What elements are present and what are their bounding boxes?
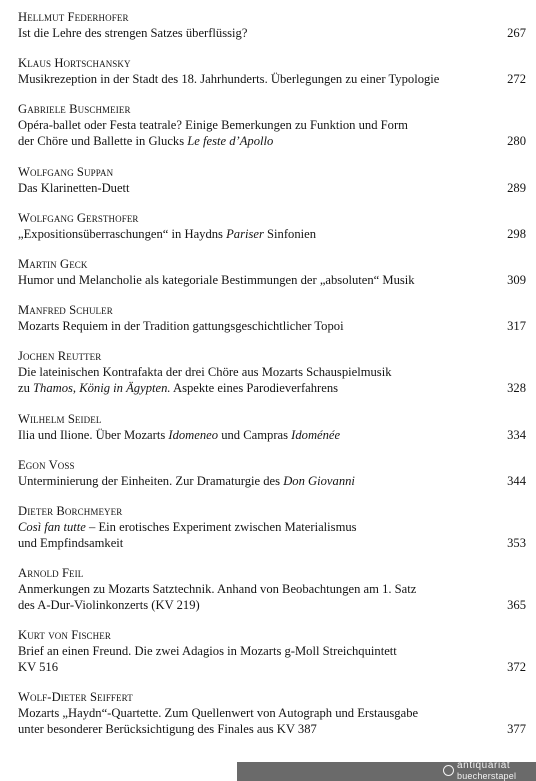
page-number: 334: [507, 427, 526, 442]
article-title-line: [18, 597, 526, 613]
toc-entry: [18, 503, 526, 551]
title-segment: Ist die Lehre des strengen Satzes überflüssig?: [18, 26, 248, 40]
article-title-line: [18, 117, 526, 133]
title-italic-segment: Idomeneo: [168, 427, 219, 442]
article-title-line: [18, 581, 526, 597]
title-segment: „Expositionsüberraschungen“ in Haydns: [18, 226, 227, 241]
article-title-line: [18, 659, 526, 675]
article-title-line: [18, 226, 526, 242]
title-segment: Die lateinischen Kontrafakta der drei Chöre aus Mozarts Schauspielmusik: [18, 365, 392, 380]
title-segment: Sinfonien: [263, 226, 317, 241]
title-segment: Musikrezeption in der Stadt des 18. Jahrhunderts. Überlegungen zu einer Typologie: [18, 72, 440, 87]
author-name: Manfred Schuler: [18, 303, 113, 318]
toc-entry: [18, 457, 526, 489]
toc-entry: [18, 55, 526, 87]
copyright-circle-icon: [443, 765, 454, 776]
author-name: Jochen Reutter: [18, 349, 102, 364]
page-number: 328: [507, 381, 526, 396]
toc-entry: [18, 411, 526, 443]
toc-entry: [18, 689, 526, 737]
author-name: Martin Geck: [18, 256, 88, 271]
title-segment: KV 516: [18, 660, 59, 675]
article-title-line: [18, 272, 526, 288]
title-segment: der Chöre und Ballette in Glucks: [18, 134, 188, 149]
page-number: 267: [507, 26, 526, 40]
article-title-line: [18, 25, 526, 41]
title-italic-segment: Idoménée: [291, 427, 341, 442]
author-name: Wolfgang Suppan: [18, 164, 114, 179]
page-number: 309: [507, 272, 526, 287]
title-segment: Aspekte eines Parodieverfahrens: [170, 381, 339, 396]
article-title-line: [18, 643, 526, 659]
article-title-line: [18, 364, 526, 380]
article-title-line: [18, 721, 526, 737]
author-name: Wolf-Dieter Seiffert: [18, 690, 133, 705]
article-title-line: [18, 133, 526, 149]
toc-entry: [18, 565, 526, 613]
title-segment: zu: [18, 381, 34, 396]
title-italic-segment: Thamos, König in Ägypten.: [33, 381, 171, 396]
page-number: 289: [507, 180, 526, 195]
watermark-line2: buecherstapel: [457, 771, 517, 781]
title-segment: Opéra-ballet oder Festa teatrale? Einige Bemerkungen zu Funktion und Form: [18, 118, 408, 133]
author-name: Klaus Hortschansky: [18, 56, 131, 71]
title-segment: Das Klarinetten-Duett: [18, 180, 130, 195]
page-number: 344: [507, 473, 526, 488]
page-number: 298: [507, 226, 526, 241]
author-name: Kurt von Fischer: [18, 628, 111, 643]
page-number: 280: [507, 134, 526, 149]
toc-entry: [18, 101, 526, 149]
title-italic-segment: Don Giovanni: [283, 473, 355, 488]
toc-entry: [18, 627, 526, 675]
article-title-line: [18, 380, 526, 396]
title-italic-segment: Le feste d’Apollo: [187, 134, 274, 149]
article-title-line: [18, 705, 526, 721]
article-title-line: [18, 535, 526, 551]
page-number: 372: [507, 660, 526, 675]
article-title-line: [18, 71, 526, 87]
title-segment: – Ein erotisches Experiment zwischen Materialismus: [85, 519, 357, 534]
page-number: 353: [507, 535, 526, 550]
title-segment: Brief an einen Freund. Die zwei Adagios in Mozarts g-Moll Streichquintett: [18, 644, 397, 659]
title-segment: und Empfindsamkeit: [18, 535, 124, 550]
title-segment: Humor und Melancholie als kategoriale Bestimmungen der „absoluten“ Musik: [18, 272, 415, 287]
title-segment: unter besonderer Berücksichtigung des Finales aus KV 387: [18, 722, 317, 737]
title-segment: Anmerkungen zu Mozarts Satztechnik. Anhand von Beobachtungen am 1. Satz: [18, 582, 417, 597]
title-segment: Unterminierung der Einheiten. Zur Dramaturgie des: [18, 473, 284, 488]
title-segment: und Campras: [218, 427, 292, 442]
title-segment: Ilia und Ilione. Über Mozarts: [18, 427, 169, 442]
article-title-line: [18, 519, 526, 535]
author-name: Egon Voss: [18, 457, 75, 472]
author-name: Dieter Borchmeyer: [18, 503, 123, 518]
article-title-line: [18, 318, 526, 334]
title-italic-segment: Così fan tutte: [18, 519, 86, 534]
toc-entry: [18, 210, 526, 242]
title-segment: Mozarts Requiem in der Tradition gattungsgeschichtlicher Topoi: [18, 319, 344, 334]
toc-entry: [18, 9, 526, 41]
watermark-line1: antiquariat: [457, 760, 511, 771]
author-name: Hellmut Federhofer: [18, 10, 129, 24]
author-name: Gabriele Buschmeier: [18, 102, 131, 117]
article-title-line: [18, 427, 526, 443]
author-name: Arnold Feil: [18, 566, 84, 581]
author-name: Wilhelm Seidel: [18, 411, 102, 426]
page-number: 317: [507, 319, 526, 334]
page-number: 377: [507, 722, 526, 737]
table-of-contents: [18, 9, 526, 752]
toc-entry: [18, 256, 526, 288]
watermark-logo: [443, 761, 536, 781]
toc-entry: [18, 348, 526, 396]
title-segment: Mozarts „Haydn“-Quartette. Zum Quellenwert von Autograph und Erstausgabe: [18, 706, 419, 721]
article-title-line: [18, 180, 526, 196]
toc-entry: [18, 164, 526, 196]
toc-entry: [18, 302, 526, 334]
page-number: 365: [507, 598, 526, 613]
title-italic-segment: Pariser: [226, 226, 264, 241]
page-number: 272: [507, 72, 526, 87]
title-segment: des A-Dur-Violinkonzerts (KV 219): [18, 598, 200, 613]
article-title-line: [18, 473, 526, 489]
author-name: Wolfgang Gersthofer: [18, 210, 139, 225]
